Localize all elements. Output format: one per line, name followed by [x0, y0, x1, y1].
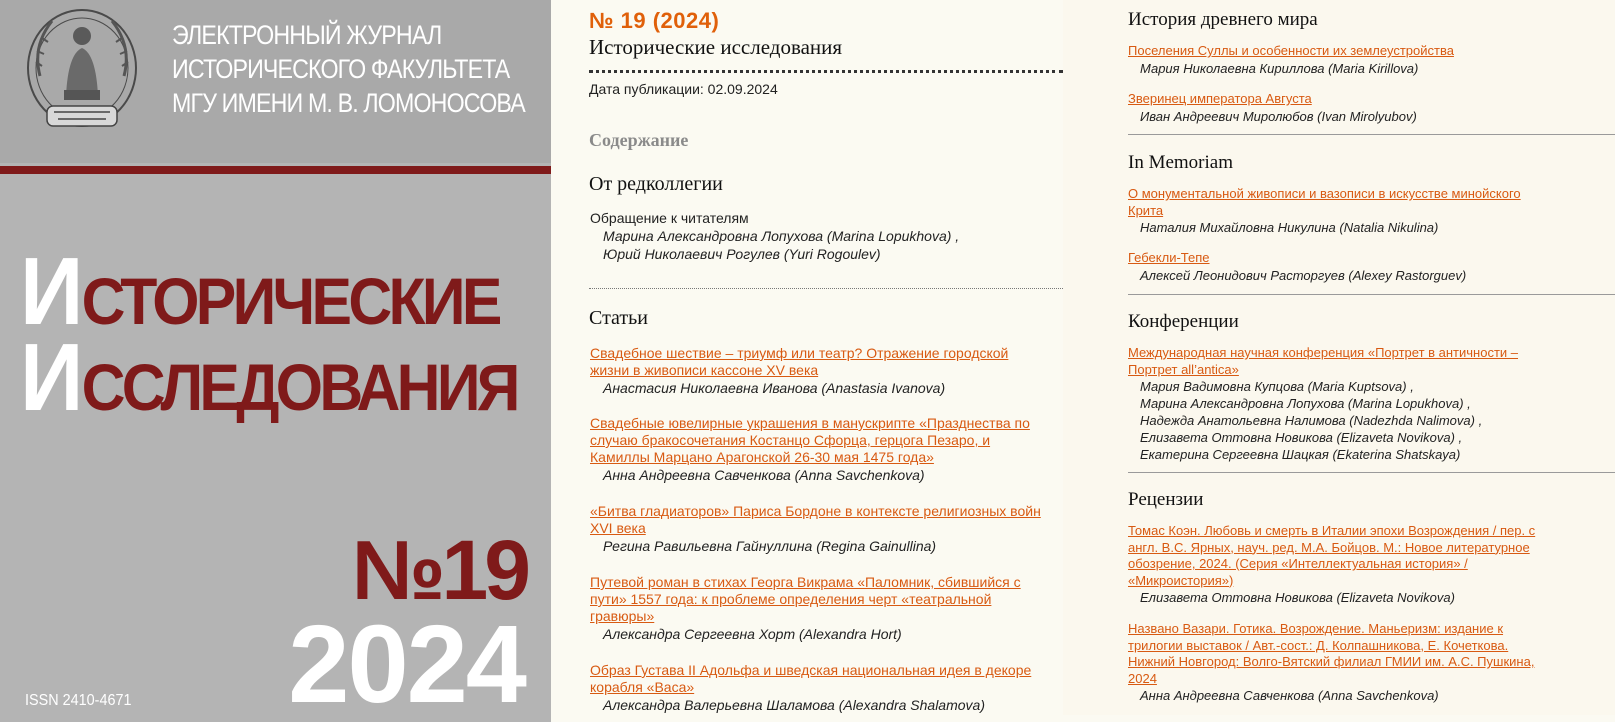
cover-title-word-2: ИССЛЕДОВАНИЯ: [20, 324, 517, 431]
item-author: Надежда Анатольевна Налимова (Nadezhda Nalimova) ,: [1140, 413, 1483, 428]
article-link[interactable]: Гебекли-Тепе: [1128, 250, 1210, 265]
article-link[interactable]: Свадебные ювелирные украшения в манускрипте «Празднества по случаю бракосочетания Костанцо Сфорца, герцога Пезаро, и Камиллы Марцано Арагонской 26-30 мая 1475 года»: [590, 415, 1030, 465]
issue-contents-main: [589, 0, 1063, 722]
divider: [1128, 294, 1615, 295]
section-heading-articles: Статьи: [589, 307, 648, 329]
section-heading-in-memoriam: In Memoriam: [1128, 152, 1234, 173]
contents-label: Содержание: [589, 130, 689, 150]
item-author: Анна Андреевна Савченкова (Anna Savchenkova): [1140, 688, 1439, 703]
section-heading-conferences: Конференции: [1128, 311, 1239, 332]
cover-year: 2024: [288, 603, 525, 722]
section-heading-editorial: От редколлегии: [589, 173, 723, 195]
faculty-emblem-icon: [22, 6, 142, 136]
list-item: [590, 574, 1064, 643]
divider: [589, 70, 1063, 73]
list-item: [590, 209, 1064, 263]
list-item: [590, 345, 1064, 397]
item-author: Александра Валерьевна Шаламова (Alexandra Shalamova): [603, 697, 985, 713]
divider: [1128, 134, 1615, 135]
journal-name-line: ЭЛЕКТРОННЫЙ ЖУРНАЛ: [172, 20, 442, 50]
section-heading-ancient-history: История древнего мира: [1128, 9, 1318, 30]
article-link[interactable]: Зверинец императора Августа: [1128, 91, 1312, 106]
item-author: Мария Вадимовна Купцова (Maria Kuptsova) ,: [1140, 379, 1414, 394]
item-title: Обращение к читателям: [590, 210, 749, 226]
item-author: Регина Равильевна Гайнуллина (Regina Gainullina): [603, 538, 937, 554]
journal-name-line: ИСТОРИЧЕСКОГО ФАКУЛЬТЕТА: [172, 54, 510, 84]
list-item: [1128, 186, 1568, 236]
item-author: Наталия Михайловна Никулина (Natalia Nikulina): [1140, 220, 1439, 235]
issue-number: № 19 (2024): [589, 8, 720, 33]
article-link[interactable]: Путевой роман в стихах Георга Викрама «Паломник, сбившийся с пути» 1557 года: к проблеме определения черт «театральной гравюры»: [590, 574, 1021, 624]
article-link[interactable]: О монументальной живописи и вазописи в искусстве минойского Крита: [1128, 186, 1521, 218]
divider: [589, 288, 1063, 289]
article-link[interactable]: Поселения Суллы и особенности их землеустройства: [1128, 43, 1454, 58]
issn: ISSN 2410-4671: [25, 692, 132, 709]
list-item: [590, 662, 1064, 714]
article-link[interactable]: Свадебное шествие – триумф или театр? Отражение городской жизни в живописи кассоне XV века: [590, 345, 1009, 378]
item-author: Марина Александровна Лопухова (Marina Lopukhova) ,: [603, 228, 960, 244]
journal-name-line: МГУ ИМЕНИ М. В. ЛОМОНОСОВА: [172, 88, 525, 118]
list-item: [1128, 91, 1568, 125]
item-author: Елизавета Оттовна Новикова (Elizaveta Novikova) ,: [1140, 430, 1463, 445]
article-link[interactable]: Международная научная конференция «Портрет в античности – Портрет all’antica»: [1128, 345, 1519, 377]
divider: [1128, 472, 1615, 473]
item-author: Анастасия Николаевна Иванова (Anastasia Ivanova): [603, 380, 946, 396]
item-author: Анна Андреевна Савченкова (Anna Savchenkova): [603, 467, 925, 483]
list-item: [1128, 523, 1568, 606]
cover-issue-number: №19: [351, 523, 527, 617]
cover-divider: [0, 166, 551, 174]
item-author: Екатерина Сергеевна Шацкая (Ekaterina Shatskaya): [1140, 447, 1461, 462]
list-item: [1128, 43, 1568, 77]
list-item: [590, 503, 1064, 555]
item-author: Александра Сергеевна Хорт (Alexandra Hort): [603, 626, 902, 642]
page-title: Исторические исследования: [589, 35, 843, 59]
item-author: Марина Александровна Лопухова (Marina Lopukhova) ,: [1140, 396, 1471, 411]
item-author: Юрий Николаевич Рогулев (Yuri Rogoulev): [603, 246, 881, 262]
list-item: [1128, 345, 1568, 463]
section-heading-reviews: Рецензии: [1128, 489, 1204, 510]
item-author: Алексей Леонидович Расторгуев (Alexey Rastorguev): [1140, 267, 1467, 283]
article-link[interactable]: Названо Вазари. Готика. Возрождение. Маньеризм: издание к трилогии выставок / Авт.-сост.: Д. Колпашникова, Е. Кочеткова. Нижний Новгород: Волго-Вятский филиал ГМИИ им. А.С. Пушкина, 2024: [1128, 621, 1535, 686]
item-author: Елизавета Оттовна Новикова (Elizaveta Novikova): [1140, 590, 1455, 605]
item-author: Иван Андреевич Миролюбов (Ivan Mirolyubov): [1140, 108, 1417, 124]
list-item: [1128, 250, 1568, 284]
item-author: Мария Николаевна Кириллова (Maria Kirillova): [1140, 60, 1419, 76]
issue-contents-continued: [1128, 0, 1615, 722]
list-item: [590, 415, 1064, 484]
cover-title-word-1: ИСТОРИЧЕСКИЕ: [20, 238, 499, 345]
article-link[interactable]: Томас Коэн. Любовь и смерть в Италии эпохи Возрождения / пер. с англ. В.С. Ярных, науч. ред. М.А. Бойцов. М.: Новое литературное обозрение, 2024. (Серия «Интеллектуальная история» / «Микроистория»): [1128, 523, 1536, 588]
list-item: [1128, 621, 1568, 704]
journal-cover: [0, 0, 551, 722]
article-link[interactable]: Образ Густава II Адольфа и шведская национальная идея в декоре корабля «Васа»: [590, 662, 1032, 695]
article-link[interactable]: «Битва гладиаторов» Париса Бордоне в контексте религиозных войн XVI века: [590, 503, 1041, 536]
publication-date: Дата публикации: 02.09.2024: [589, 81, 778, 97]
